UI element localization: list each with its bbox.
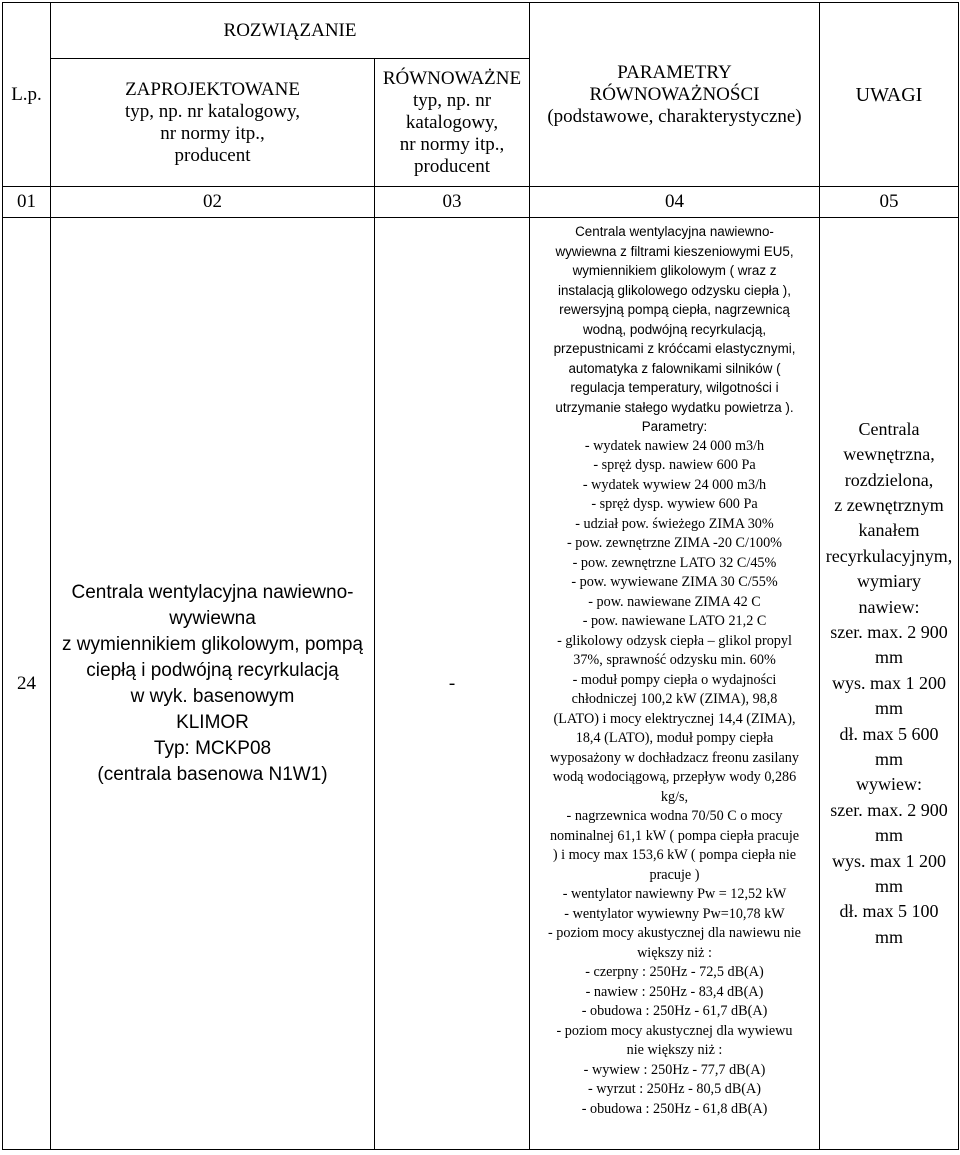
column-number-05: 05: [820, 187, 959, 218]
column-number-01: 01: [3, 187, 51, 218]
notes-line: Centrala: [858, 418, 920, 439]
header-solution: ROZWIĄZANIE: [51, 3, 530, 59]
notes-line: szer. max. 2 900: [830, 799, 948, 820]
parameters-line: - poziom mocy akustycznej dla wywiewu: [556, 1022, 793, 1039]
header-designed-sub-2: nr normy itp.,: [160, 122, 265, 144]
notes-line: kanałem: [858, 520, 920, 541]
parameters-line: - obudowa : 250Hz - 61,7 dB(A): [581, 1003, 768, 1019]
parameters-line: - wydatek nawiew 24 000 m3/h: [584, 437, 765, 454]
equivalence-table: [2, 2, 959, 1150]
parameters-line: wodą wodociągową, przepływ wody 0,286: [552, 769, 797, 785]
header-equivalent-sub-3: nr normy itp.,: [399, 133, 505, 155]
parameters-line: 18,4 (LATO), moduł pompy ciepła: [575, 730, 774, 746]
notes-cell: [820, 218, 959, 1150]
header-designed-sub-3: producent: [174, 144, 251, 166]
parameters-line: (LATO) i mocy elektrycznej 14,4 (ZIMA),: [553, 710, 796, 727]
parameters-line: - poziom mocy akustycznej dla nawiewu nie: [548, 925, 801, 941]
parameters-line: - udział pow. świeżego ZIMA 30%: [575, 515, 774, 532]
parameters-line: - spręż dysp. nawiew 600 Pa: [593, 457, 756, 473]
header-parameters-subtitle: (podstawowe, charakterystyczne): [547, 105, 802, 127]
parameters-line: - wentylator wywiewny Pw=10,78 kW: [564, 905, 785, 922]
notes-line: recyrkulacyjnym,: [825, 545, 953, 566]
parameters-line: 37%, sprawność odzysku min. 60%: [573, 652, 776, 668]
notes-line: mm: [874, 749, 903, 770]
designed-line: ciepłą i podwójną recyrkulacją: [86, 659, 339, 681]
parameters-line: - obudowa : 250Hz - 61,8 dB(A): [581, 1100, 768, 1117]
designed-line: Centrala wentylacyjna nawiewno-: [71, 581, 354, 603]
notes-line: mm: [874, 698, 903, 719]
notes-line: mm: [874, 926, 903, 947]
parameters-line: - pow. nawiewane LATO 21,2 C: [582, 613, 767, 629]
parameters-line: przepustnicami z króćcami elastycznymi,: [553, 341, 796, 356]
parameters-line: utrzymanie stałego wydatku powietrza ).: [555, 399, 794, 415]
parameters-line: nie większy niż :: [626, 1042, 723, 1058]
parameters-line: kg/s,: [660, 788, 689, 805]
column-number-03: 03: [375, 187, 530, 218]
designed-line: wywiewna: [169, 607, 256, 629]
parameters-line: - wyrzut : 250Hz - 80,5 dB(A): [588, 1081, 761, 1097]
notes-line: szer. max. 2 900: [830, 621, 948, 642]
parameters-line: nominalnej 61,1 kW ( pompa ciepła pracuje: [549, 827, 800, 844]
parameters-line: - pow. zewnętrzne LATO 32 C/45%: [572, 554, 777, 571]
notes-line: dł. max 5 100: [839, 901, 939, 922]
designed-line: w wyk. basenowym: [130, 685, 295, 707]
notes-line: nawiew:: [858, 596, 920, 617]
parameters-line: wymiennikiem glikolowym ( wraz z: [572, 263, 777, 278]
parameters-line: rewersyjną pompą ciepła, nagrzewnicą: [559, 302, 790, 317]
parameters-line: większy niż :: [637, 944, 712, 961]
parameters-line: automatyka z falownikami silników (: [568, 360, 781, 376]
notes-line: wys. max 1 200: [832, 850, 946, 871]
notes-line: dł. max 5 600: [839, 723, 939, 744]
parameters-line: - nagrzewnica wodna 70/50 C o mocy: [566, 808, 783, 824]
header-notes: UWAGI: [820, 3, 959, 187]
header-parameters: [530, 3, 820, 187]
header-equivalent-sub-2: katalogowy,: [405, 111, 499, 133]
parameters-line: - glikolowy odzysk ciepła – glikol propyl: [557, 632, 792, 649]
parameters-line: - pow. zewnętrzne ZIMA -20 C/100%: [567, 535, 782, 551]
parameters-line: wyposażony w dochładzacz freonu zasilany: [550, 749, 799, 766]
parameters-line: instalacją glikolowego odzysku ciepła ),: [558, 282, 791, 298]
header-parameters-title-1: PARAMETRY: [617, 61, 732, 83]
header-designed-sub-1: typ, np. nr katalogowy,: [124, 100, 301, 122]
header-designed: [51, 59, 375, 187]
notes-line: wys. max 1 200: [832, 672, 946, 693]
header-equivalent: [375, 59, 530, 187]
parameters-line: ) i mocy max 153,6 kW ( pompa ciepła nie: [552, 847, 797, 863]
notes-line: wywiew:: [856, 774, 922, 795]
header-lp: L.p.: [3, 3, 51, 187]
parameters-line: wodną, podwójną recyrkulacją,: [582, 321, 767, 337]
designed-cell: [51, 218, 375, 1150]
header-parameters-title-2: RÓWNOWAŻNOŚCI: [589, 83, 760, 105]
header-equivalent-sub-4: producent: [414, 155, 490, 177]
parameters-line: regulacja temperatury, wilgotności i: [570, 380, 779, 395]
designed-line: Typ: MCKP08: [153, 737, 272, 759]
notes-line: wewnętrzna,: [843, 444, 935, 465]
header-equivalent-sub-1: typ, np. nr: [412, 89, 492, 111]
parameters-line: - czerpny : 250Hz - 72,5 dB(A): [585, 964, 764, 980]
parameters-line: - pow. nawiewane ZIMA 42 C: [588, 593, 761, 610]
parameters-line: pracuje ): [649, 866, 700, 883]
notes-line: mm: [874, 647, 903, 668]
parameters-line: - spręż dysp. wywiew 600 Pa: [591, 496, 758, 512]
parameters-line: - wywiew : 250Hz - 77,7 dB(A): [583, 1061, 766, 1078]
header-designed-title: ZAPROJEKTOWANE: [125, 78, 300, 100]
parameters-line: Centrala wentylacyjna nawiewno-: [575, 224, 774, 239]
parameters-cell: [530, 218, 820, 1150]
designed-line: KLIMOR: [176, 711, 249, 733]
parameters-line: chłodniczej 100,2 kW (ZIMA), 98,8: [571, 691, 778, 707]
column-number-02: 02: [51, 187, 375, 218]
notes-line: mm: [874, 876, 903, 897]
notes-line: mm: [874, 825, 903, 846]
column-number-04: 04: [530, 187, 820, 218]
row-lp: 24: [3, 218, 51, 1150]
parameters-line: - wentylator nawiewny Pw = 12,52 kW: [562, 886, 787, 902]
parameters-line: wywiewna z filtrami kieszeniowymi EU5,: [555, 243, 794, 259]
notes-line: rozdzielona,: [844, 469, 934, 490]
designed-line: z wymiennikiem glikolowym, pompą: [62, 633, 363, 655]
equivalent-cell: -: [375, 218, 530, 1150]
header-equivalent-title: RÓWNOWAŻNE: [382, 67, 522, 89]
parameters-line: Parametry:: [641, 419, 708, 434]
parameters-line: - pow. wywiewane ZIMA 30 C/55%: [571, 574, 778, 590]
parameters-line: - moduł pompy ciepła o wydajności: [572, 671, 777, 688]
parameters-line: - wydatek wywiew 24 000 m3/h: [582, 476, 767, 493]
notes-line: z zewnętrznym: [834, 494, 944, 515]
parameters-line: - nawiew : 250Hz - 83,4 dB(A): [585, 983, 764, 1000]
notes-line: wymiary: [857, 571, 921, 592]
designed-line: (centrala basenowa N1W1): [97, 763, 328, 785]
